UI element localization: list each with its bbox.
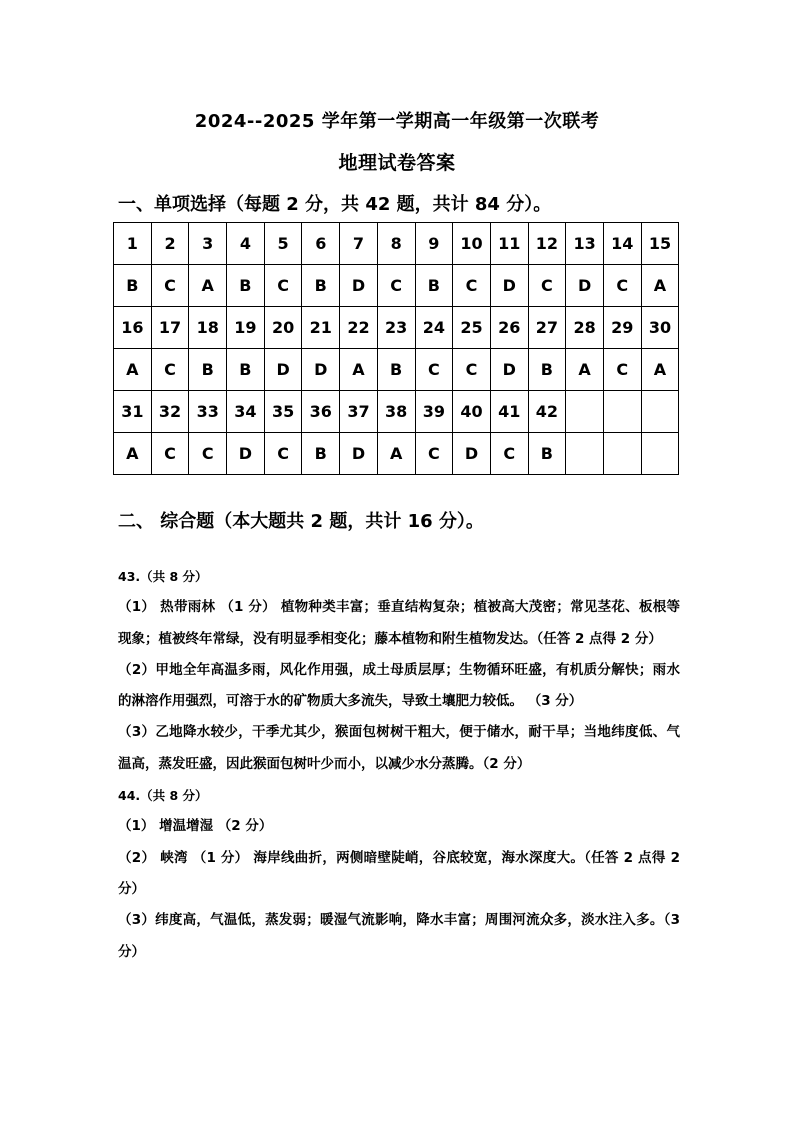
question-number-cell: 14 (603, 223, 641, 265)
question-number-cell: 29 (603, 307, 641, 349)
question-number-cell: 24 (415, 307, 453, 349)
question-number-cell (641, 391, 679, 433)
answer-cell: B (528, 349, 566, 391)
question-number-cell: 8 (377, 223, 415, 265)
question-number-cell: 10 (453, 223, 491, 265)
q43-part2: （2）甲地全年高温多雨，风化作用强，成土母质层厚；生物循环旺盛，有机质分解快；雨水的淋溶作用强烈，可溶于水的矿物质大多流失，导致土壤肥力较低。 （3 分） (118, 661, 680, 710)
q44-heading: 44.（共 8 分） (118, 788, 208, 804)
question-number-cell: 26 (490, 307, 528, 349)
answer-cell: C (415, 349, 453, 391)
answer-cell: B (377, 349, 415, 391)
answer-cell: C (453, 349, 491, 391)
answer-cell: C (490, 433, 528, 475)
essay-answers (118, 561, 680, 968)
answer-cell: A (377, 433, 415, 475)
answer-cell: D (264, 349, 302, 391)
q44-part2: （2） 峡湾 （1 分） 海岸线曲折，两侧暗壁陡峭，谷底较宽，海水深度大。（任答 2 点得 2 分） (118, 849, 680, 897)
answer-cell: A (114, 433, 152, 475)
section-2-heading: 二、 综合题（本大题共 2 题，共计 16 分）。 (118, 511, 484, 532)
answer-cell: B (528, 433, 566, 475)
answer-cell: C (151, 349, 189, 391)
answer-cell: B (302, 265, 340, 307)
answer-cell: C (377, 265, 415, 307)
question-number-row (114, 223, 679, 265)
answer-row (114, 349, 679, 391)
answer-cell: C (264, 265, 302, 307)
answer-cell: A (641, 349, 679, 391)
question-number-cell: 27 (528, 307, 566, 349)
question-number-cell: 42 (528, 391, 566, 433)
answer-cell: A (114, 349, 152, 391)
question-number-cell: 19 (227, 307, 265, 349)
question-number-cell: 2 (151, 223, 189, 265)
question-number-cell: 28 (566, 307, 604, 349)
question-number-cell: 25 (453, 307, 491, 349)
answer-cell: C (151, 265, 189, 307)
answer-cell: A (340, 349, 378, 391)
question-number-cell: 22 (340, 307, 378, 349)
q44-part1: （1） 增温增湿 （2 分） (118, 818, 273, 835)
answer-cell: D (302, 349, 340, 391)
question-number-cell: 20 (264, 307, 302, 349)
answer-row (114, 433, 679, 475)
answer-cell (641, 433, 679, 475)
question-number-cell: 1 (114, 223, 152, 265)
question-number-cell: 3 (189, 223, 227, 265)
answer-cell: B (189, 349, 227, 391)
question-number-row (114, 307, 679, 349)
answer-cell: C (603, 265, 641, 307)
answer-cell: B (415, 265, 453, 307)
answer-cell: C (264, 433, 302, 475)
answer-cell: D (490, 349, 528, 391)
question-number-cell: 33 (189, 391, 227, 433)
exam-title: 2024--2025 学年第一学期高一年级第一次联考 (194, 111, 600, 132)
question-number-cell: 16 (114, 307, 152, 349)
q43-part3: （3）乙地降水较少，干季尤其少，猴面包树树干粗大，便于储水，耐干旱；当地纬度低、气温高，蒸发旺盛，因此猴面包树叶少而小，以减少水分蒸腾。（2 分） (118, 724, 680, 772)
answer-cell (603, 433, 641, 475)
answer-cell: B (227, 265, 265, 307)
question-number-cell: 12 (528, 223, 566, 265)
question-number-cell (566, 391, 604, 433)
question-number-cell: 30 (641, 307, 679, 349)
question-number-cell: 18 (189, 307, 227, 349)
q44-part3: （3）纬度高，气温低，蒸发弱；暖湿气流影响，降水丰富；周围河流众多，淡水注入多。（3 分） (118, 912, 680, 960)
question-number-cell: 7 (340, 223, 378, 265)
question-number-cell: 35 (264, 391, 302, 433)
question-number-cell: 11 (490, 223, 528, 265)
answer-cell: A (566, 349, 604, 391)
answer-row (114, 265, 679, 307)
question-number-cell: 5 (264, 223, 302, 265)
answer-cell: C (151, 433, 189, 475)
answer-cell: C (453, 265, 491, 307)
answer-cell: C (415, 433, 453, 475)
answer-cell: B (227, 349, 265, 391)
answer-cell: A (189, 265, 227, 307)
q43-heading: 43.（共 8 分） (118, 569, 208, 584)
answer-cell (566, 433, 604, 475)
question-number-cell: 38 (377, 391, 415, 433)
question-number-cell: 32 (151, 391, 189, 433)
question-number-cell: 21 (302, 307, 340, 349)
answer-cell: D (340, 433, 378, 475)
exam-subtitle: 地理试卷答案 (338, 152, 456, 174)
answer-cell: D (566, 265, 604, 307)
question-number-row (114, 391, 679, 433)
answer-table (113, 222, 679, 475)
question-number-cell: 31 (114, 391, 152, 433)
q43-part1: （1） 热带雨林 （1 分） 植物种类丰富；垂直结构复杂；植被高大茂密；常见茎花、板根等现象；植被终年常绿，没有明显季相变化；藤本植物和附生植物发达。（任答 2 点得 2 分） (118, 599, 680, 647)
answer-cell: B (302, 433, 340, 475)
answer-cell: D (227, 433, 265, 475)
question-number-cell: 15 (641, 223, 679, 265)
answer-cell: D (490, 265, 528, 307)
question-number-cell: 37 (340, 391, 378, 433)
question-number-cell: 13 (566, 223, 604, 265)
question-number-cell: 39 (415, 391, 453, 433)
question-number-cell: 4 (227, 223, 265, 265)
question-number-cell: 17 (151, 307, 189, 349)
question-number-cell (603, 391, 641, 433)
answer-cell: C (189, 433, 227, 475)
answer-cell: B (114, 265, 152, 307)
question-number-cell: 40 (453, 391, 491, 433)
question-number-cell: 36 (302, 391, 340, 433)
answer-cell: A (641, 265, 679, 307)
section-1-heading: 一、单项选择（每题 2 分，共 42 题，共计 84 分）。 (118, 194, 552, 215)
answer-cell: C (603, 349, 641, 391)
question-number-cell: 23 (377, 307, 415, 349)
question-number-cell: 34 (227, 391, 265, 433)
question-number-cell: 41 (490, 391, 528, 433)
answer-cell: D (453, 433, 491, 475)
answer-cell: D (340, 265, 378, 307)
question-number-cell: 6 (302, 223, 340, 265)
question-number-cell: 9 (415, 223, 453, 265)
answer-cell: C (528, 265, 566, 307)
